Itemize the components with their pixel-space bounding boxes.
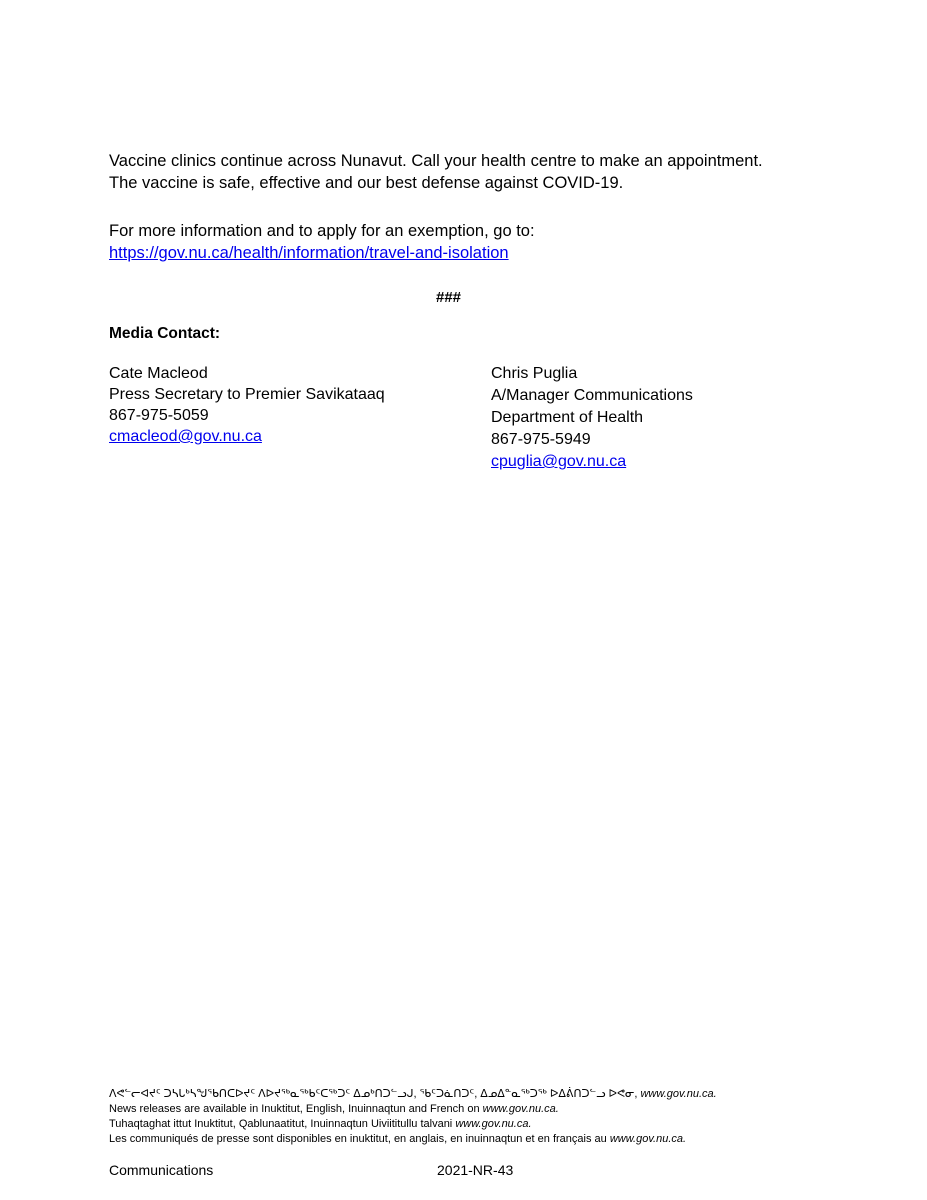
language-availability-notes bbox=[109, 1087, 717, 1147]
paragraph-line: The vaccine is safe, effective and our best defense against COVID-19. bbox=[109, 174, 624, 192]
footer-site: www.gov.nu.ca. bbox=[482, 1103, 559, 1115]
footer-note-english: News releases are available in Inuktitut, English, Inuinnaqtun and French on www.gov.nu.ca. bbox=[109, 1103, 559, 1115]
contact-title: A/Manager Communications bbox=[491, 387, 693, 404]
info-paragraph bbox=[109, 220, 535, 264]
contact-name: Chris Puglia bbox=[491, 365, 578, 382]
footer-release-number: 2021-NR-43 bbox=[437, 1162, 514, 1178]
end-separator: ### bbox=[435, 289, 462, 306]
contact-block-macleod bbox=[109, 363, 385, 447]
footer-note-syllabics: ᐱᕙᓪᓕᐊᔪᑦ ᑐᓴᒐᒃᓴᖑᖃᑎᑕᐅᔪᑦ ᐱᐅᔪᖅᓇᖅᑲᑦᑕᖅᑐᑦ ᐃᓄᒃᑎᑐᓪᓗᒍ, ᖃᑦᑐᓈᑎᑐᑦ, ᐃᓄᐃᓐᓇᖅᑐᖅ ᐅᐃᕖᑎᑐᓪᓗ ᐅᕙᓂ, www.gov.nu.ca. bbox=[109, 1088, 717, 1100]
contact-email-link[interactable]: cpuglia@gov.nu.ca bbox=[491, 453, 627, 470]
footer-site: www.gov.nu.ca. bbox=[455, 1118, 532, 1130]
contact-name: Cate Macleod bbox=[109, 365, 208, 382]
footer-note-french: Les communiqués de presse sont disponibles en inuktitut, en anglais, en inuinnaqtun et en français au www.gov.nu.ca. bbox=[109, 1133, 687, 1145]
footer-note-inuinnaqtun: Tuhaqtaghat ittut Inuktitut, Qablunaatitut, Inuinnaqtun Uiviititullu talvani www.gov.nu.ca. bbox=[109, 1118, 532, 1130]
paragraph-line: For more information and to apply for an exemption, go to: bbox=[109, 222, 535, 240]
footer-department: Communications bbox=[109, 1162, 214, 1178]
contact-title: Press Secretary to Premier Savikataaq bbox=[109, 386, 385, 403]
travel-isolation-link[interactable]: https://gov.nu.ca/health/information/travel-and-isolation bbox=[109, 244, 509, 262]
paragraph-line: Vaccine clinics continue across Nunavut. Call your health centre to make an appointment. bbox=[109, 152, 763, 170]
media-contact-heading: Media Contact: bbox=[109, 325, 221, 342]
contact-block-puglia bbox=[491, 363, 693, 473]
contact-phone: 867-975-5949 bbox=[491, 431, 591, 448]
contact-email-link[interactable]: cmacleod@gov.nu.ca bbox=[109, 428, 262, 445]
vaccine-paragraph bbox=[109, 150, 763, 194]
footer-site: www.gov.nu.ca. bbox=[640, 1088, 717, 1100]
footer-site: www.gov.nu.ca. bbox=[609, 1133, 687, 1145]
contact-department: Department of Health bbox=[491, 409, 644, 426]
contact-phone: 867-975-5059 bbox=[109, 407, 209, 424]
